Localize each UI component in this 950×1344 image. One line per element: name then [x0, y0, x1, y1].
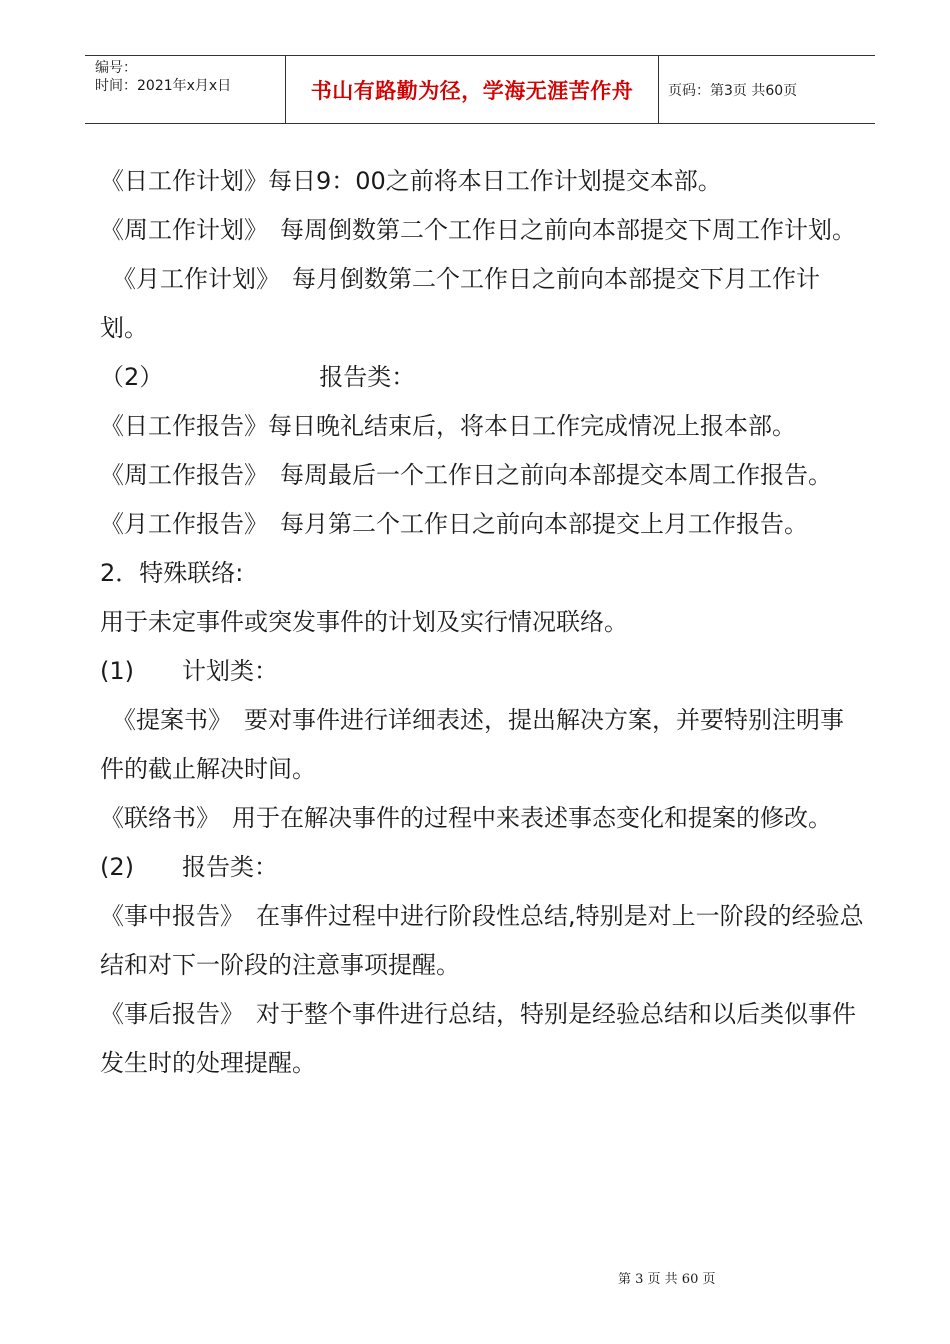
paragraph: 《提案书》 要对事件进行详细表述，提出解决方案，并要特别注明事件的截止解决时间。 [100, 706, 844, 783]
paragraph: 《日工作报告》每日晚礼结束后，将本日工作完成情况上报本部。 [100, 412, 796, 440]
header-page-number: 页码：第3页 共60页 [668, 82, 798, 99]
document-number-label: 编号： [95, 60, 137, 76]
paragraph: 《日工作计划》每日9：00之前将本日工作计划提交本部。 [100, 167, 722, 195]
paragraph: 《周工作计划》 每周倒数第二个工作日之前向本部提交下周工作计划。 [100, 216, 856, 244]
page-header [85, 55, 875, 124]
paragraph: 《月工作报告》 每月第二个工作日之前向本部提交上月工作报告。 [100, 510, 808, 538]
subsection-heading: (1) 计划类： [100, 657, 278, 685]
header-motto: 书山有路勤为径，学海无涯苦作舟 [286, 56, 659, 123]
paragraph: 《事中报告》 在事件过程中进行阶段性总结,特别是对上一阶段的经验总结和对下一阶段的注意事项提醒。 [100, 902, 864, 979]
paragraph: 《事后报告》 对于整个事件进行总结，特别是经验总结和以后类似事件发生时的处理提醒。 [100, 1000, 856, 1077]
paragraph: 《联络书》 用于在解决事件的过程中来表述事态变化和提案的修改。 [100, 804, 832, 832]
document-body [100, 157, 865, 1088]
paragraph: 《月工作计划》 每月倒数第二个工作日之前向本部提交下月工作计划。 [100, 265, 820, 342]
subsection-heading: (2) 报告类： [100, 853, 278, 881]
section-heading: 2．特殊联络: [100, 559, 244, 587]
paragraph: 用于未定事件或突发事件的计划及实行情况联络。 [100, 608, 628, 636]
paragraph: （2） 报告类： [100, 363, 416, 391]
paragraph: 《周工作报告》 每周最后一个工作日之前向本部提交本周工作报告。 [100, 461, 832, 489]
header-info [85, 56, 286, 123]
document-date: 时间：2021年x月x日 [95, 78, 232, 94]
page-footer: 第 3 页 共 60 页 [618, 1272, 716, 1287]
